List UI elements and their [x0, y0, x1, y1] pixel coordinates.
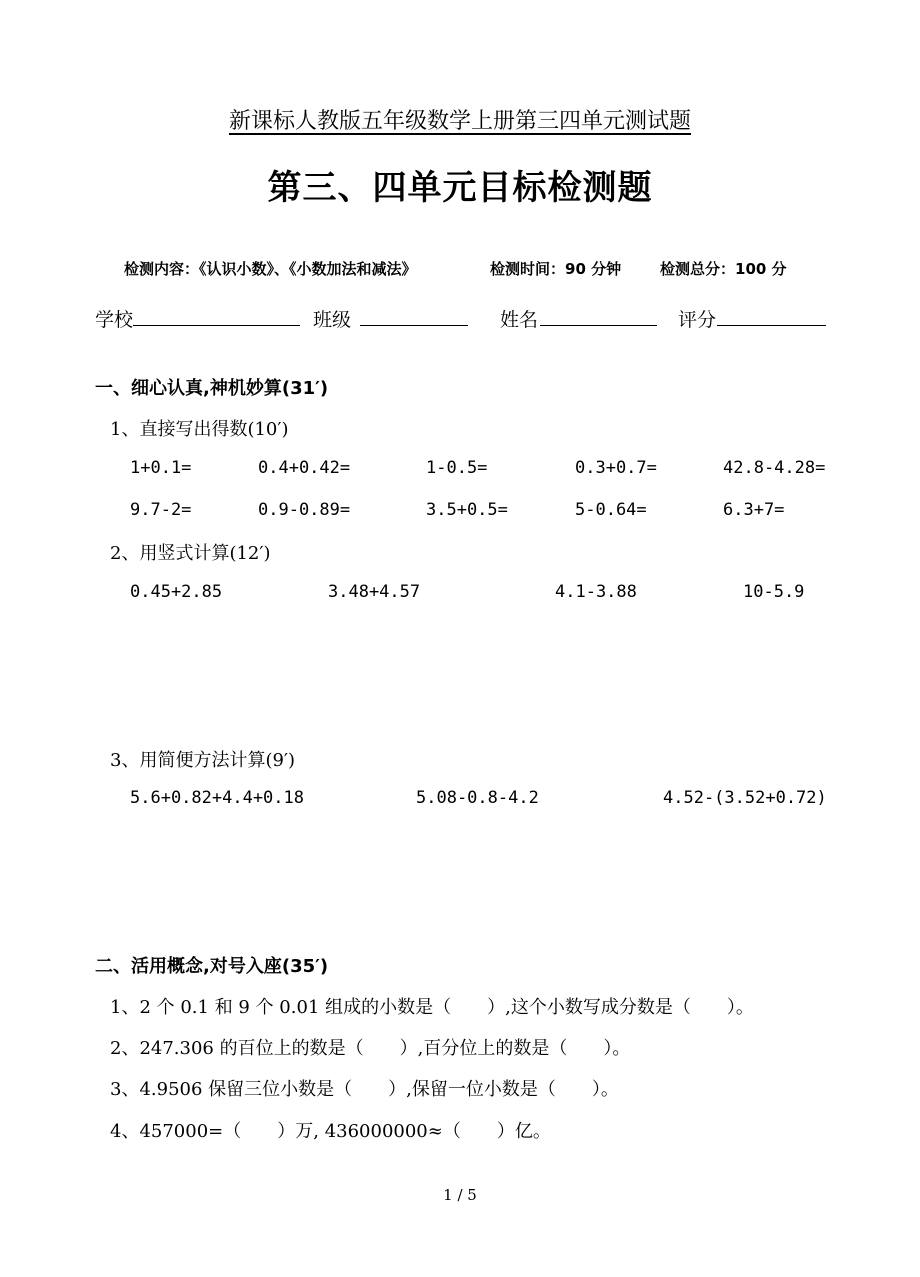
- q2-item: 10-5.9: [743, 582, 805, 602]
- q2-item: 3.48+4.57: [328, 582, 421, 602]
- q2-item: 0.45+2.85: [130, 582, 223, 602]
- q1-item: 0.3+0.7=: [575, 458, 657, 478]
- q1-item: 0.4+0.42=: [258, 458, 351, 478]
- section-1-title: 一、细心认真,神机妙算(31′): [95, 378, 329, 399]
- fill-blank-question: 1、2 个 0.1 和 9 个 0.01 组成的小数是（ ）,这个小数写成分数是（ ）。: [110, 997, 754, 1018]
- question-3-title: 3、用简便方法计算(9′): [110, 750, 296, 771]
- q1-item: 3.5+0.5=: [426, 500, 508, 520]
- fill-blank-question: 4、457000=（ ）万, 436000000≈（ ）亿。: [110, 1121, 551, 1142]
- test-content-info: 检测内容：《认识小数》、《小数加法和减法》: [124, 260, 417, 278]
- grade-label: 评分: [678, 309, 717, 331]
- question-2-title: 2、用竖式计算(12′): [110, 543, 271, 564]
- q3-item: 4.52-(3.52+0.72): [663, 788, 827, 808]
- q1-item: 1-0.5=: [426, 458, 488, 478]
- class-label: 班级: [313, 309, 352, 331]
- name-label: 姓名: [500, 309, 539, 331]
- school-label: 学校: [95, 309, 134, 331]
- fill-blank-question: 2、247.306 的百位上的数是（ ）,百分位上的数是（ ）。: [110, 1038, 631, 1059]
- grade-blank[interactable]: [717, 325, 826, 326]
- fill-blank-question: 3、4.9506 保留三位小数是（ ）,保留一位小数是（ ）。: [110, 1079, 619, 1100]
- q3-item: 5.08-0.8-4.2: [416, 788, 539, 808]
- document-top-title: 新课标人教版五年级数学上册第三四单元测试题: [228, 109, 691, 134]
- school-blank[interactable]: [133, 325, 300, 326]
- q1-item: 0.9-0.89=: [258, 500, 351, 520]
- q1-item: 1+0.1=: [130, 458, 192, 478]
- class-blank[interactable]: [360, 325, 468, 326]
- test-score-info: 检测总分：100 分: [660, 260, 787, 278]
- q1-item: 5-0.64=: [575, 500, 647, 520]
- test-time-info: 检测时间：90 分钟: [490, 260, 622, 278]
- q3-item: 5.6+0.82+4.4+0.18: [130, 788, 304, 808]
- q1-item: 9.7-2=: [130, 500, 192, 520]
- document-main-title: 第三、四单元目标检测题: [267, 168, 653, 208]
- q1-item: 42.8-4.28=: [723, 458, 826, 478]
- q2-item: 4.1-3.88: [555, 582, 637, 602]
- question-1-title: 1、直接写出得数(10′): [110, 419, 289, 440]
- page-number: 1 / 5: [443, 1186, 477, 1204]
- section-2-title: 二、活用概念,对号入座(35′): [95, 956, 329, 977]
- name-blank[interactable]: [540, 325, 657, 326]
- q1-item: 6.3+7=: [723, 500, 785, 520]
